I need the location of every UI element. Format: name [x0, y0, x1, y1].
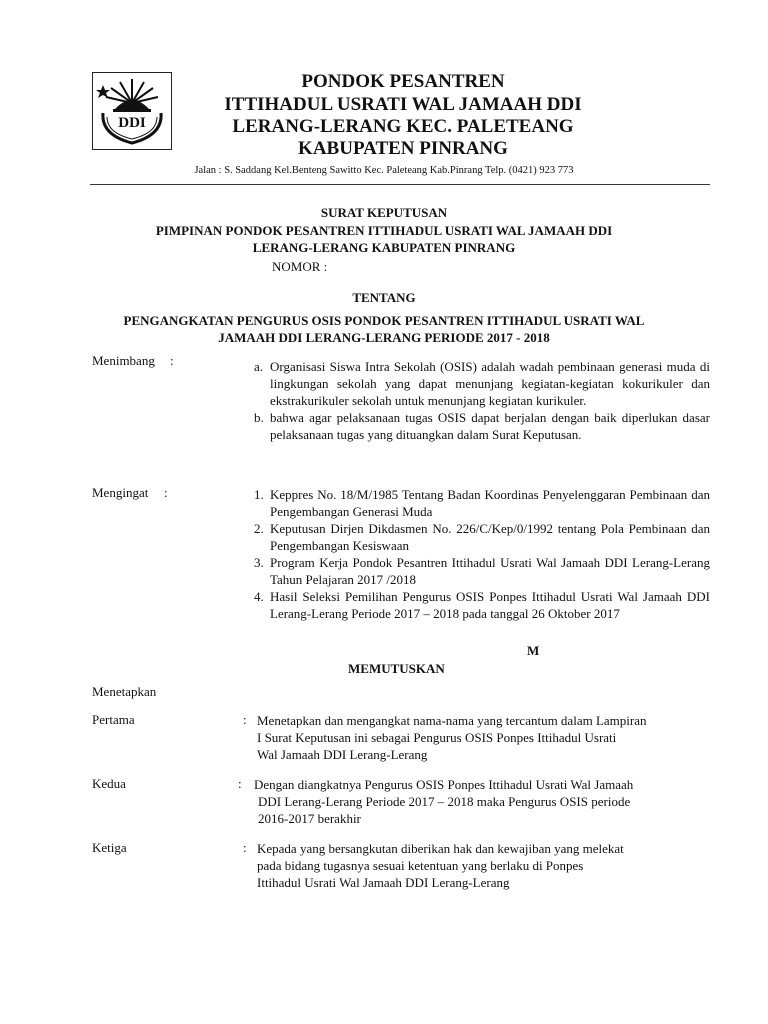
- article-pertama-colon: :: [243, 712, 247, 727]
- mengingat-item-text: Keputusan Dirjen Dikdasmen No. 226/C/Kep/0/1992 tentang Pola Pembinaan dan Pengembangan Kesiswaan: [270, 521, 710, 553]
- mengingat-item-text: Keppres No. 18/M/1985 Tentang Badan Koordinas Penyelenggaran Pembinaan dan Pengembangan Generasi Muda: [270, 487, 710, 519]
- list-marker: b.: [254, 410, 264, 425]
- menimbang-colon: :: [170, 353, 174, 368]
- stray-letter: M: [527, 643, 540, 658]
- decree-issuer-line-2: LERANG-LERANG KABUPATEN PINRANG: [252, 240, 516, 255]
- letterhead-title-line-2: ITTIHADUL USRATI WAL JAMAAH DDI: [224, 94, 582, 115]
- menetapkan-label: Menetapkan: [92, 684, 157, 699]
- mengingat-item-1: [254, 486, 710, 520]
- menimbang-item-b: [254, 409, 710, 443]
- menimbang-list: [254, 358, 710, 443]
- menimbang-label: Menimbang: [92, 353, 155, 368]
- list-marker: 4.: [254, 589, 264, 604]
- article-pertama-line-1: Menetapkan dan mengangkat nama-nama yang tercantum dalam Lampiran: [257, 713, 647, 728]
- article-pertama-label: Pertama: [92, 712, 135, 727]
- decree-subject-line-2: JAMAAH DDI LERANG-LERANG PERIODE 2017 - 2018: [218, 330, 550, 345]
- list-marker: 1.: [254, 487, 264, 502]
- article-kedua-line-2: DDI Lerang-Lerang Periode 2017 – 2018 maka Pengurus OSIS periode: [258, 794, 631, 809]
- article-kedua-label: Kedua: [92, 776, 126, 791]
- ddi-emblem-icon: [93, 73, 171, 149]
- article-ketiga-colon: :: [243, 840, 247, 855]
- menimbang-item-text: bahwa agar pelaksanaan tugas OSIS dapat berjalan dengan baik diperlukan dasar pelaksanaan tugas yang dituangkan dalam Surat Keputusan.: [270, 410, 710, 442]
- article-pertama-line-3: Wal Jamaah DDI Lerang-Lerang: [257, 747, 428, 762]
- article-kedua-colon: :: [238, 776, 242, 791]
- mengingat-item-text: Program Kerja Pondok Pesantren Ittihadul Usrati Wal Jamaah DDI Lerang-Lerang Tahun Pelajaran 2017 /2018: [270, 555, 710, 587]
- memutuskan-heading: MEMUTUSKAN: [348, 661, 445, 676]
- decree-type: SURAT KEPUTUSAN: [320, 205, 448, 220]
- decree-subject-line-1: PENGANGKATAN PENGURUS OSIS PONDOK PESANTREN ITTIHADUL USRATI WAL: [123, 313, 645, 328]
- article-pertama-line-2: I Surat Keputusan ini sebagai Pengurus OSIS Ponpes Ittihadul Usrati: [257, 730, 617, 745]
- letterhead-divider: [90, 184, 710, 185]
- article-ketiga-label: Ketiga: [92, 840, 127, 855]
- mengingat-colon: :: [164, 485, 168, 500]
- logo-ddi-text: DDI: [118, 115, 146, 131]
- tentang-label: TENTANG: [352, 290, 416, 305]
- letterhead-title-line-4: KABUPATEN PINRANG: [298, 138, 508, 159]
- article-ketiga-line-3: Ittihadul Usrati Wal Jamaah DDI Lerang-Lerang: [257, 875, 510, 890]
- ddi-logo: [92, 72, 172, 150]
- list-marker: a.: [254, 359, 264, 374]
- menimbang-item-a: [254, 358, 710, 409]
- menimbang-item-text: Organisasi Siswa Intra Sekolah (OSIS) adalah wadah pembinaan generasi muda di lingkungan sekolah yang dapat menunjang kegiatan-kegiatan kokurikuler dan ekstrakurikuler sekolah untuk menunjang kegiatan kurikuler.: [270, 359, 710, 408]
- decree-issuer-line-1: PIMPINAN PONDOK PESANTREN ITTIHADUL USRATI WAL JAMAAH DDI: [155, 223, 613, 238]
- mengingat-list: [254, 486, 710, 622]
- mengingat-item-2: [254, 520, 710, 554]
- letterhead-title-line-1: PONDOK PESANTREN: [301, 71, 505, 92]
- decree-number-label: NOMOR :: [272, 259, 328, 274]
- article-kedua-line-1: Dengan diangkatnya Pengurus OSIS Ponpes Ittihadul Usrati Wal Jamaah: [254, 777, 634, 792]
- list-marker: 3.: [254, 555, 264, 570]
- letterhead-title-line-3: LERANG-LERANG KEC. PALETEANG: [232, 116, 574, 137]
- article-kedua-line-3: 2016-2017 berakhir: [258, 811, 361, 826]
- mengingat-item-text: Hasil Seleksi Pemilihan Pengurus OSIS Ponpes Ittihadul Usrati Wal Jamaah DDI Lerang-Lerang Periode 2017 – 2018 pada tanggal 26 Oktober 2017: [270, 589, 710, 621]
- mengingat-item-3: [254, 554, 710, 588]
- article-ketiga-line-2: pada bidang tugasnya sesuai ketentuan yang berlaku di Ponpes: [257, 858, 584, 873]
- mengingat-label: Mengingat: [92, 485, 149, 500]
- letterhead-address: Jalan : S. Saddang Kel.Benteng Sawitto Kec. Paleteang Kab.Pinrang Telp. (0421) 923 773: [194, 165, 574, 176]
- article-ketiga-line-1: Kepada yang bersangkutan diberikan hak dan kewajiban yang melekat: [257, 841, 624, 856]
- mengingat-item-4: [254, 588, 710, 622]
- list-marker: 2.: [254, 521, 264, 536]
